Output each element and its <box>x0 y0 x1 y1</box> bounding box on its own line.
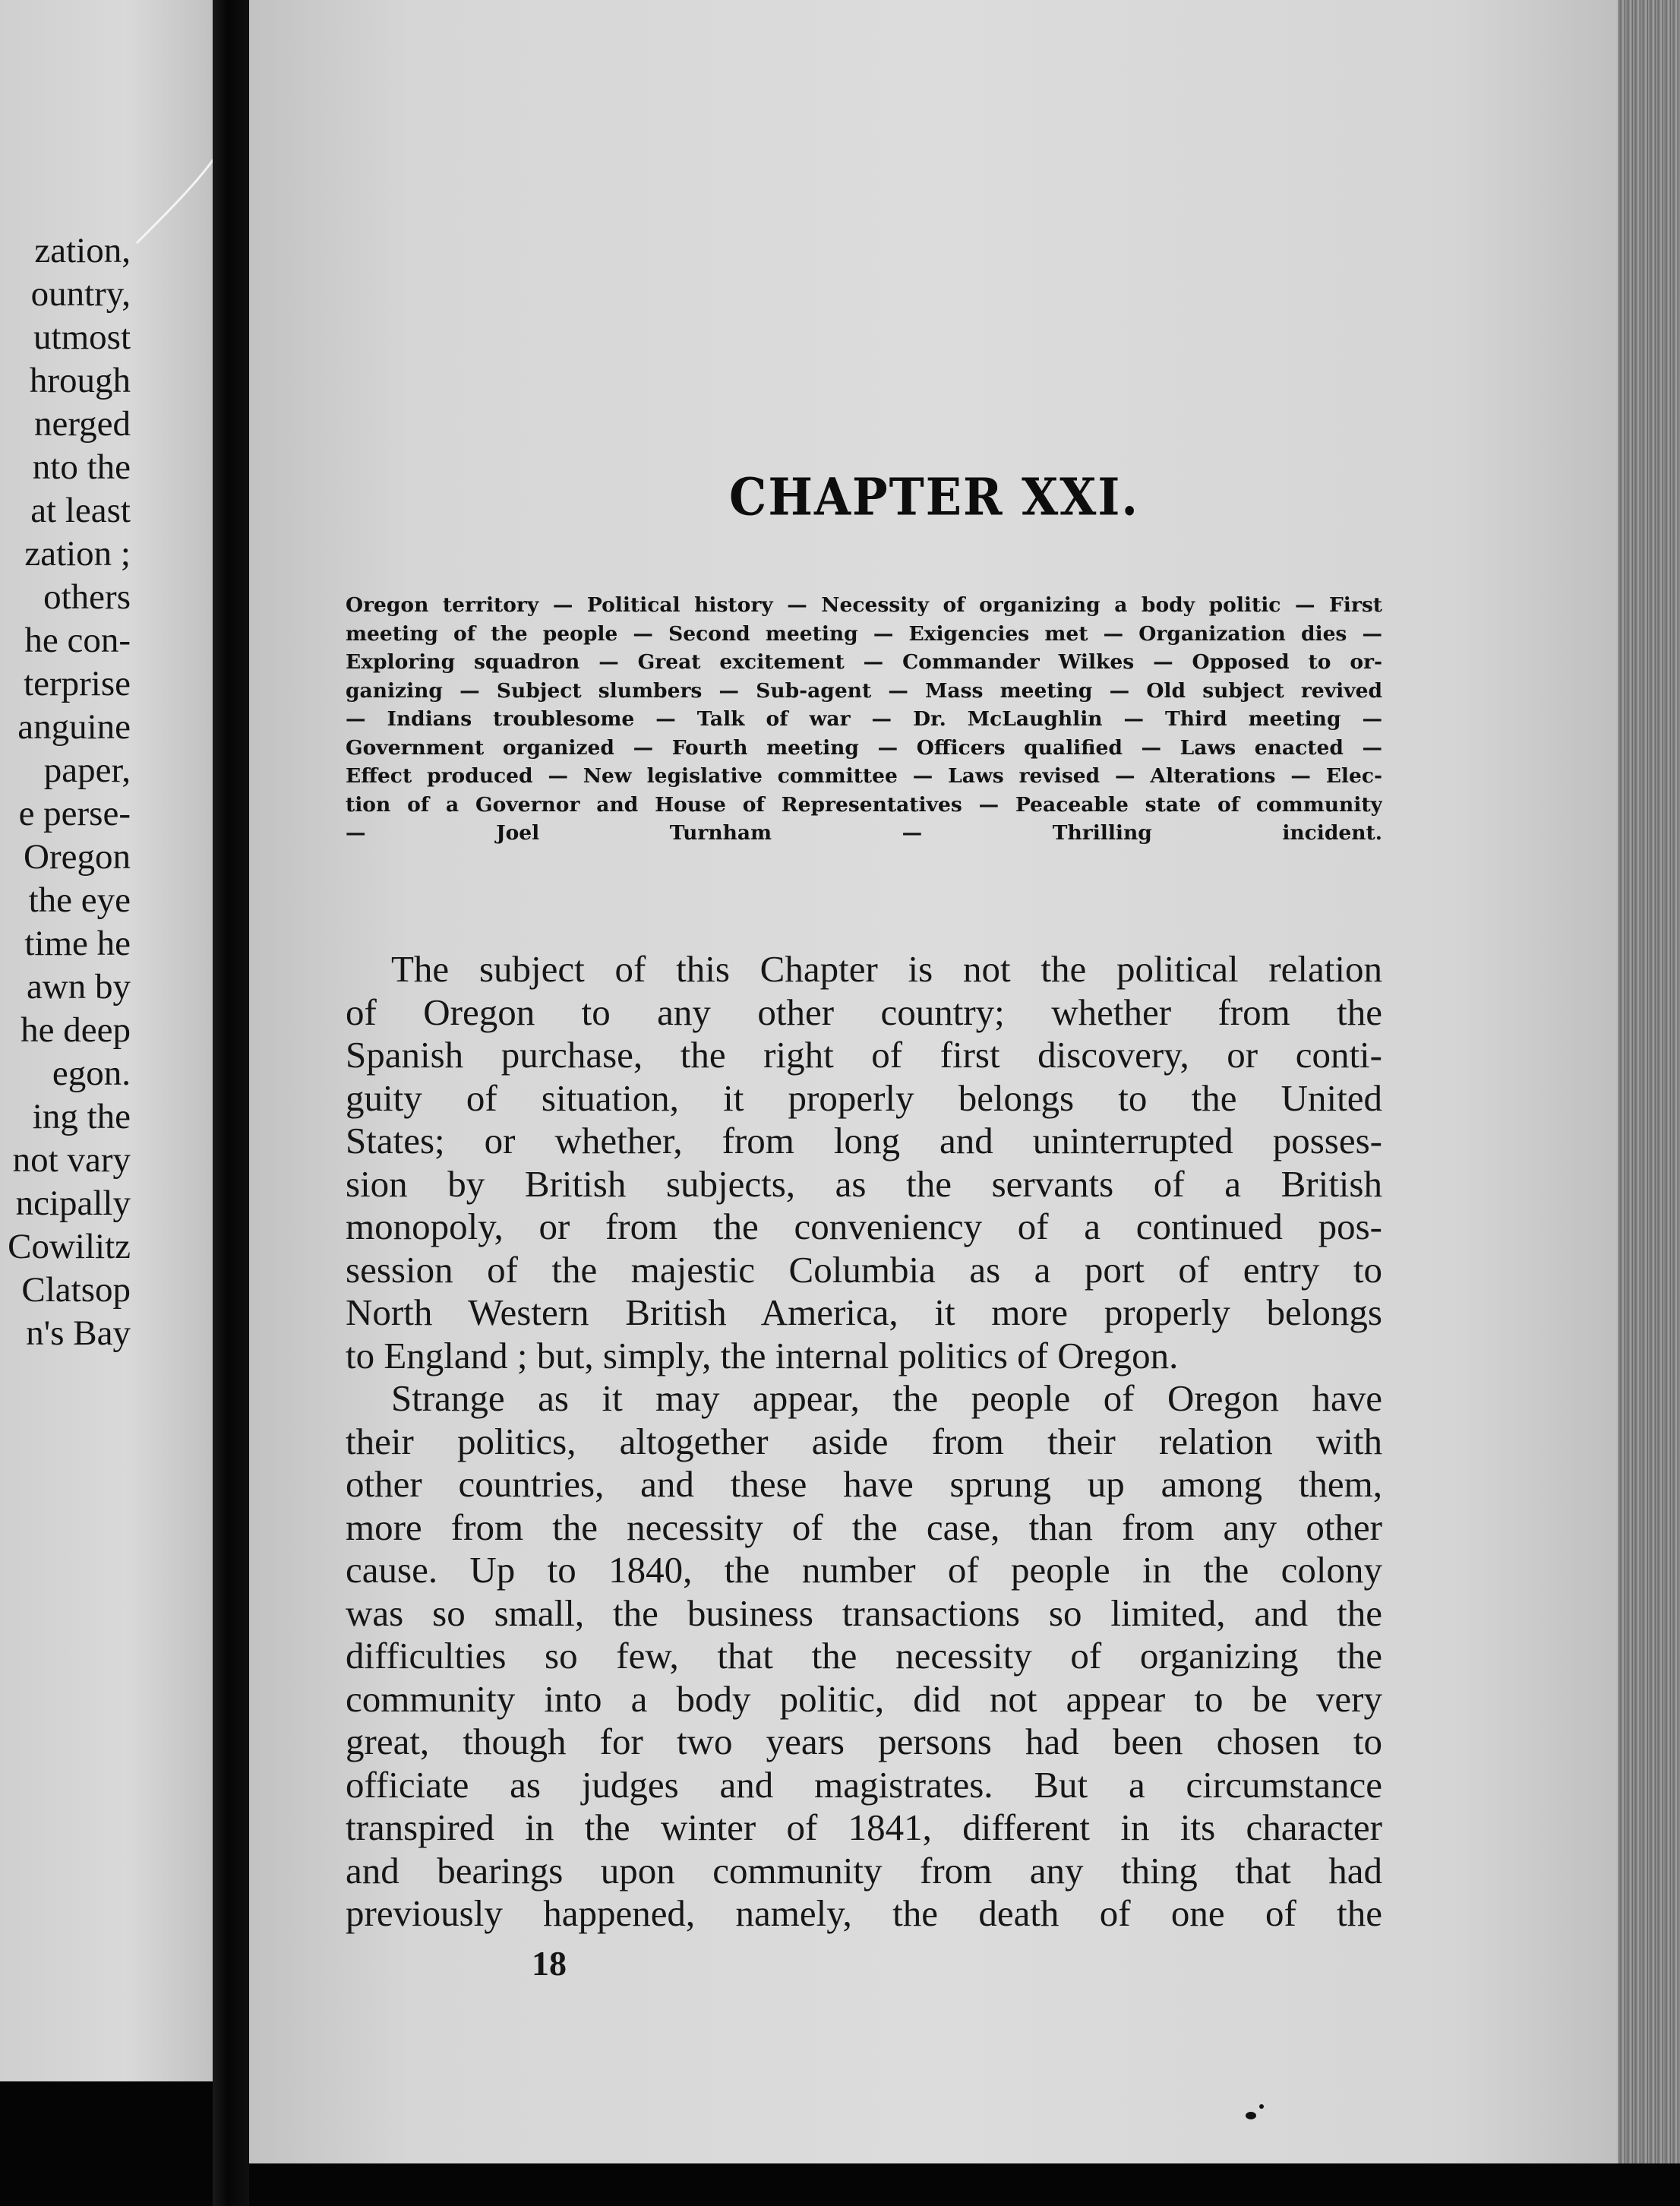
synopsis-line: Oregon territory — Political history — Necessity of organizing a body politic — First <box>346 593 1382 617</box>
previous-page-line: awn by <box>26 967 131 1007</box>
previous-page-line: ncipally <box>15 1184 131 1223</box>
paragraph-2-line: other countries, and these have sprung up among them, <box>346 1463 1382 1505</box>
paragraph-2-line: more from the necessity of the case, than from any other <box>346 1506 1382 1548</box>
previous-page-line: paper, <box>43 751 131 790</box>
paragraph-2-line: officiate as judges and magistrates. But a circumstance <box>346 1763 1382 1806</box>
chapter-title: CHAPTER XXI. <box>729 467 1139 527</box>
ink-speck <box>1246 2112 1256 2119</box>
previous-page-line: Oregon <box>24 837 131 877</box>
previous-page-line: ountry, <box>30 274 131 314</box>
page-number: 18 <box>532 1944 567 1983</box>
previous-page-line: at least <box>30 491 131 530</box>
previous-page-line: n's Bay <box>26 1313 131 1353</box>
previous-page-line: utmost <box>33 318 131 357</box>
previous-page-line: not vary <box>12 1140 131 1180</box>
synopsis-line: meeting of the people — Second meeting — Exigencies met — Organization dies — <box>346 621 1382 646</box>
paragraph-2-line: difficulties so few, that the necessity of organizing the <box>346 1635 1382 1677</box>
chapter-synopsis <box>346 591 1382 848</box>
synopsis-line: ganizing — Subject slumbers — Sub-agent — Mass meeting — Old subject revived <box>346 678 1382 703</box>
paragraph-1-line: The subject of this Chapter is not the political relation <box>391 948 1382 990</box>
synopsis-line: Government organized — Fourth meeting — Officers qualified — Laws enacted — <box>346 735 1382 760</box>
previous-page-line: he deep <box>21 1010 131 1050</box>
synopsis-line: Exploring squadron — Great excitement — Commander Wilkes — Opposed to or- <box>346 650 1382 674</box>
paragraph-2-line: community into a body politic, did not appear to be very <box>346 1677 1382 1720</box>
previous-page-line: he con- <box>24 621 131 660</box>
previous-page-line: terprise <box>24 664 131 703</box>
paragraph-1-line: guity of situation, it properly belongs to the United <box>346 1076 1382 1119</box>
previous-page-line: nerged <box>33 404 131 444</box>
synopsis-line: — Indians troublesome — Talk of war — Dr. McLaughlin — Third meeting — <box>346 707 1382 731</box>
paragraph-2-line: great, though for two years persons had been chosen to <box>346 1721 1382 1762</box>
paragraph-2-line: was so small, the business transactions so limited, and the <box>346 1591 1382 1634</box>
paragraph-1-line: States; or whether, from long and uninterrupted posses- <box>346 1120 1382 1161</box>
ink-speck <box>1259 2104 1264 2109</box>
paragraph-2-line: previously happened, namely, the death of one of the <box>346 1892 1382 1934</box>
paragraph-1-line: of Oregon to any other country; whether from the <box>346 991 1382 1033</box>
paragraph-1-line: Spanish purchase, the right of first discovery, or conti- <box>346 1034 1382 1076</box>
paragraph-1-line: North Western British America, it more properly belongs <box>346 1291 1382 1333</box>
page-edges <box>1618 0 1680 2173</box>
previous-page-line: time he <box>24 924 131 963</box>
previous-page-line: others <box>43 577 131 617</box>
paragraph-2-line: cause. Up to 1840, the number of people in the colony <box>346 1549 1382 1591</box>
synopsis-line: tion of a Governor and House of Representatives — Peaceable state of community <box>346 792 1382 817</box>
book-gutter <box>213 0 249 2206</box>
previous-page-line: ing the <box>32 1097 131 1136</box>
previous-page-line: Clatsop <box>21 1270 131 1310</box>
paragraph-1-line: monopoly, or from the conveniency of a continued pos- <box>346 1206 1382 1247</box>
synopsis-line: — Joel Turnham — Thrilling incident. <box>346 821 1382 845</box>
paragraph-1-line: to England ; but, simply, the internal politics of Oregon. <box>346 1334 1179 1376</box>
previous-page-line: e perse- <box>18 794 131 833</box>
previous-page-line: the eye <box>28 880 131 920</box>
paragraph-2-line: their politics, altogether aside from their relation with <box>346 1420 1382 1462</box>
synopsis-line: Effect produced — New legislative committee — Laws revised — Alterations — Elec- <box>346 764 1382 788</box>
previous-page-line: anguine <box>17 707 131 747</box>
scan-bottom-border <box>249 2163 1680 2206</box>
paragraph-1-line: sion by British subjects, as the servants of a British <box>346 1162 1382 1205</box>
previous-page-line: egon. <box>52 1054 131 1093</box>
paragraph-1-line: session of the majestic Columbia as a port of entry to <box>346 1248 1382 1291</box>
previous-page-line: Cowilitz <box>8 1227 131 1266</box>
previous-page-line: nto the <box>32 447 131 487</box>
paragraph-2-line: and bearings upon community from any thing that had <box>346 1849 1382 1892</box>
paragraph-2-line: transpired in the winter of 1841, different in its character <box>346 1806 1382 1848</box>
body-text <box>346 948 1382 1936</box>
previous-page-line: zation, <box>34 231 131 270</box>
previous-page-line: hrough <box>29 361 131 400</box>
previous-page-line: zation ; <box>24 534 131 574</box>
paragraph-2-line: Strange as it may appear, the people of Oregon have <box>391 1377 1382 1419</box>
